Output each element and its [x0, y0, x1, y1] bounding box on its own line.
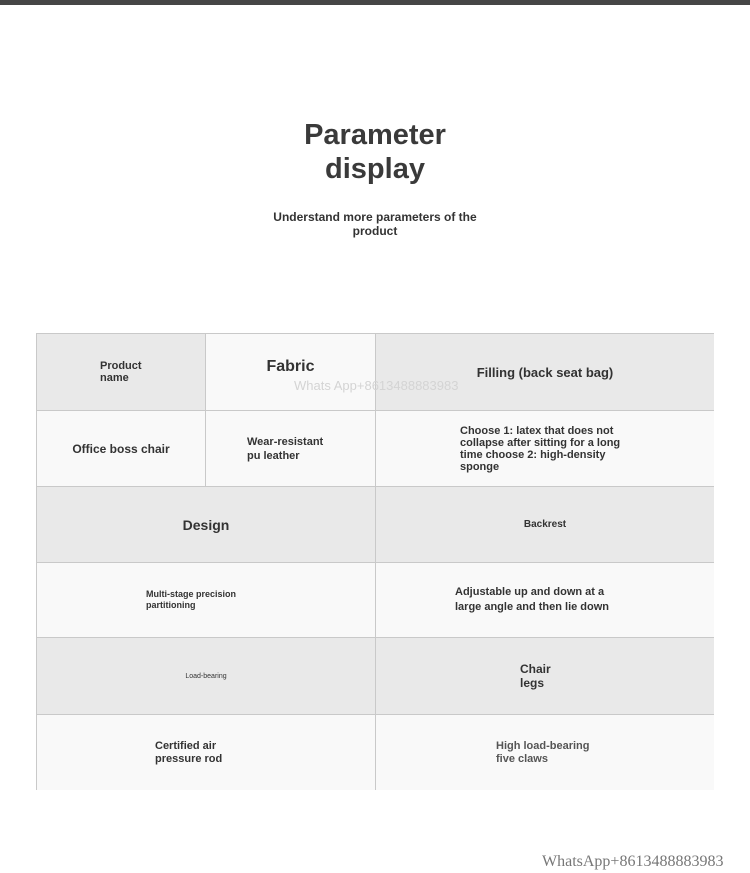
watermark-bottom: WhatsApp+8613488883983 [542, 853, 724, 870]
chair-legs-text: High load-bearing five claws [496, 739, 590, 765]
fabric-header-text: Fabric [266, 358, 315, 375]
product-name-header-text: Product name [100, 360, 142, 384]
design-header-text: Design [182, 516, 230, 533]
top-bar [0, 0, 750, 5]
cell-product-name [37, 411, 206, 487]
cell-backrest-header [376, 487, 714, 563]
parameter-table [36, 333, 714, 790]
load-bearing-text: Certified air pressure rod [155, 739, 223, 765]
cell-backrest [376, 563, 714, 638]
title-line-1: Parameter [304, 119, 446, 151]
watermark-middle: Whats App+8613488883983 [294, 378, 459, 393]
backrest-text: Adjustable up and down at a large angle and then lie down [455, 586, 610, 613]
cell-fabric [206, 411, 376, 487]
chair-legs-header-text: Chair legs [520, 662, 551, 690]
fabric-text: Wear-resistant pu leather [247, 435, 324, 462]
filling-header-text: Filling (back seat bag) [476, 364, 614, 380]
cell-design [37, 563, 376, 638]
load-bearing-header-text: Load-bearing [185, 672, 227, 680]
design-text: Multi-stage precision partitioning [146, 589, 237, 610]
cell-design-header [37, 487, 376, 563]
cell-load-bearing [37, 715, 376, 790]
cell-chair-legs-header [376, 638, 714, 715]
cell-fabric-header [206, 334, 376, 411]
cell-filling-header [376, 334, 714, 411]
page-title [0, 118, 750, 186]
cell-chair-legs [376, 715, 714, 790]
cell-load-bearing-header [37, 638, 376, 715]
product-name-text: Office boss chair [72, 441, 170, 456]
page-subtitle: Understand more parameters of the product [273, 210, 477, 238]
filling-text: Choose 1: latex that does not collapse after sitting for a long time choose 2: high-density sponge [460, 424, 621, 473]
title-line-2: display [325, 153, 425, 185]
backrest-header-text: Backrest [523, 519, 567, 530]
cell-filling [376, 411, 714, 487]
cell-product-name-header [37, 334, 206, 411]
